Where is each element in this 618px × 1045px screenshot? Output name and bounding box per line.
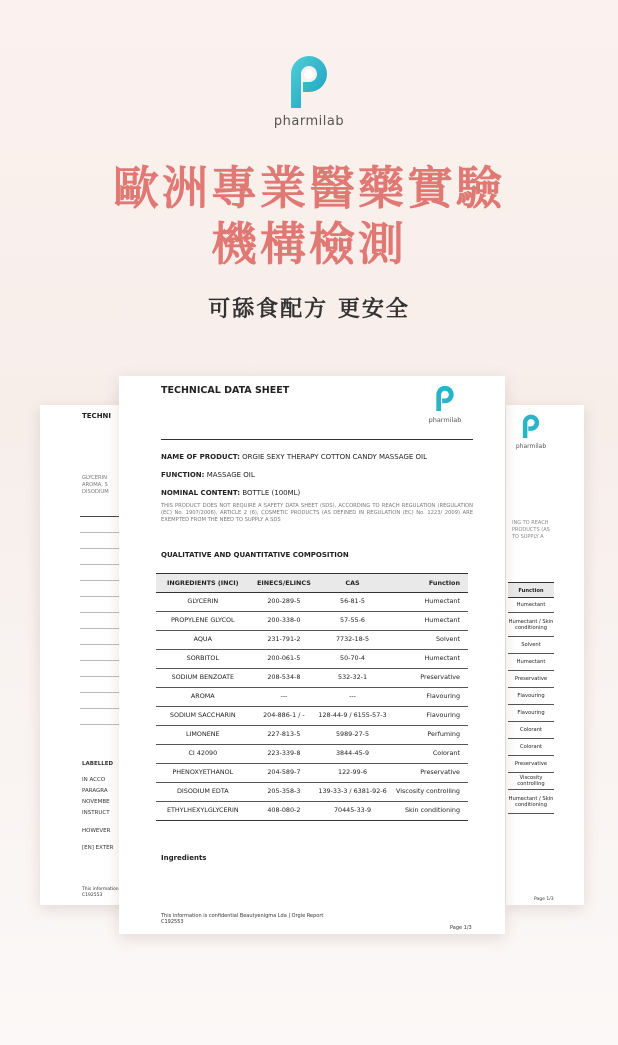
cas-cell: 50-70-4: [318, 650, 387, 669]
right-sheet-text-line: PRODUCTS (AS: [512, 527, 550, 533]
function-cell: Preservative: [387, 764, 468, 783]
left-sheet-footer-code: C192553: [82, 892, 103, 898]
right-sheet-function-cell: Viscosity controlling: [508, 773, 554, 790]
einecs-cell: 223-339-8: [250, 745, 319, 764]
nominal-content-field: [161, 489, 300, 497]
ingredient-cell: DISODIUM EDTA: [156, 783, 250, 802]
left-sheet-line: [EN] EXTER: [82, 845, 114, 851]
right-sheet-function-cell: Colorant: [508, 722, 554, 739]
right-sheet-function-cell: Humectant: [508, 598, 554, 613]
left-sheet-line: HOWEVER: [82, 828, 111, 834]
document-footer: [161, 913, 323, 925]
ingredient-cell: ETHYLHEXYLGLYCERIN: [156, 802, 250, 821]
subheadline: 可舔食配方 更安全: [208, 297, 410, 322]
ingredient-cell: LIMONENE: [156, 726, 250, 745]
column-header: CAS: [318, 574, 387, 593]
table-row: [156, 650, 468, 669]
ingredient-cell: PHENOXYETHANOL: [156, 764, 250, 783]
ingredient-cell: GLYCERIN: [156, 593, 250, 612]
cas-cell: 57-55-6: [318, 612, 387, 631]
function-cell: Preservative: [387, 669, 468, 688]
right-sheet-logo: [511, 411, 551, 450]
footer-confidential-note: This information is confidential Beautyenigma Lda | Orgie Report: [161, 913, 324, 919]
footer-report-code: C192553: [161, 919, 184, 925]
product-name-label: NAME OF PRODUCT:: [161, 453, 240, 461]
einecs-cell: 205-358-3: [250, 783, 319, 802]
right-sheet-function-cell: Humectant / Skin conditioning: [508, 613, 554, 637]
left-sheet-text: GLYCERIN: [82, 475, 108, 481]
right-sheet-function-column: [508, 582, 554, 814]
table-row: [156, 593, 468, 612]
pharmilab-logo-icon: [518, 411, 544, 439]
table-row: [156, 707, 468, 726]
function-cell: Colorant: [387, 745, 468, 764]
right-sheet-function-cell: Flavouring: [508, 688, 554, 705]
document-logo: [425, 382, 465, 424]
left-sheet-line: PARAGRA: [82, 788, 108, 794]
einecs-cell: 204-589-7: [250, 764, 319, 783]
main-document-sheet: [119, 376, 505, 934]
right-sheet-function-cell: Colorant: [508, 739, 554, 756]
headline-line-1: 歐洲專業醫藥實驗: [113, 161, 505, 215]
cas-cell: 56-81-5: [318, 593, 387, 612]
cas-cell: 139-33-3 / 6381-92-6: [318, 783, 387, 802]
table-row: [156, 783, 468, 802]
ingredient-cell: AQUA: [156, 631, 250, 650]
ingredient-cell: AROMA: [156, 688, 250, 707]
right-sheet-function-cell: Humectant: [508, 654, 554, 671]
function-value: MASSAGE OIL: [206, 471, 255, 479]
right-sheet-function-cell: Humectant / Skin conditioning: [508, 790, 554, 814]
einecs-cell: 208-534-8: [250, 669, 319, 688]
column-header: EINECS/ELINCS: [250, 574, 319, 593]
right-sheet-function-cell: Solvent: [508, 637, 554, 654]
cas-cell: 5989-27-5: [318, 726, 387, 745]
brand-logo: [0, 48, 618, 129]
composition-table: [156, 573, 468, 821]
table-row: [156, 669, 468, 688]
right-sheet-function-cell: Flavouring: [508, 705, 554, 722]
cas-cell: 122-99-6: [318, 764, 387, 783]
ingredient-cell: PROPYLENE GLYCOL: [156, 612, 250, 631]
table-row: [156, 612, 468, 631]
cas-cell: 128-44-9 / 6155-57-3: [318, 707, 387, 726]
page-number: Page 1/3: [450, 925, 472, 931]
column-header: INGREDIENTS (INCI): [156, 574, 250, 593]
left-sheet-footer: [82, 887, 119, 898]
product-name-field: [161, 453, 427, 461]
function-cell: Solvent: [387, 631, 468, 650]
einecs-cell: ---: [250, 688, 319, 707]
einecs-cell: 408-080-2: [250, 802, 319, 821]
right-sheet-text-line: ING TO REACH: [512, 520, 549, 526]
headline: [0, 160, 618, 272]
table-row: [156, 688, 468, 707]
einecs-cell: 200-061-5: [250, 650, 319, 669]
ingredient-cell: SODIUM SACCHARIN: [156, 707, 250, 726]
left-sheet-title: TECHNI: [82, 412, 112, 420]
cas-cell: ---: [318, 688, 387, 707]
pharmilab-logo-icon: [431, 382, 459, 412]
headline-line-2: 機構檢測: [211, 217, 407, 271]
right-sheet-text: [512, 520, 550, 541]
left-sheet-text: AROMA, S: [82, 482, 108, 488]
cas-cell: 70445-33-9: [318, 802, 387, 821]
table-row: [156, 764, 468, 783]
function-cell: Humectant: [387, 612, 468, 631]
right-sheet-function-cell: Preservative: [508, 671, 554, 688]
right-sheet-text-line: TO SUPPLY A: [512, 534, 544, 540]
column-header: Function: [387, 574, 468, 593]
function-cell: Flavouring: [387, 688, 468, 707]
sds-disclaimer: THIS PRODUCT DOES NOT REQUIRE A SAFETY DATA SHEET (SDS), ACCORDING TO REACH REGULATION (REGULATION (EC) No. 1907/2006), ARTICLE 2 (6), COSMETIC PRODUCTS (AS DEFINED IN REGULATION (EC) No. 1223/ 2009) ARE EXEMPTED FROM THE NEED TO SUPPLY A SDS: [161, 503, 473, 523]
einecs-cell: 200-338-0: [250, 612, 319, 631]
right-document-sheet: [506, 405, 584, 905]
right-sheet-brand: pharmilab: [515, 443, 547, 450]
product-name-value: ORGIE SEXY THERAPY COTTON CANDY MASSAGE OIL: [242, 453, 428, 461]
ingredient-cell: CI 42090: [156, 745, 250, 764]
nominal-content-label: NOMINAL CONTENT:: [161, 489, 241, 497]
left-sheet-line: IN ACCO: [82, 777, 106, 783]
composition-table-body: [156, 593, 468, 821]
pharmilab-logo-icon: [281, 48, 337, 110]
ingredient-cell: SORBITOL: [156, 650, 250, 669]
einecs-cell: 231-791-2: [250, 631, 319, 650]
left-sheet-label: LABELLED: [82, 761, 114, 767]
function-cell: Humectant: [387, 593, 468, 612]
document-brand: pharmilab: [428, 416, 462, 424]
einecs-cell: 204-886-1 / -: [250, 707, 319, 726]
table-row: [156, 745, 468, 764]
left-sheet-footer-note: This information: [82, 887, 119, 892]
einecs-cell: 200-289-5: [250, 593, 319, 612]
composition-title: QUALITATIVE AND QUANTITATIVE COMPOSITION: [161, 551, 349, 559]
document-title: TECHNICAL DATA SHEET: [161, 385, 290, 396]
table-row: [156, 631, 468, 650]
function-field: [161, 471, 255, 479]
function-cell: Flavouring: [387, 707, 468, 726]
table-row: [156, 726, 468, 745]
cas-cell: 7732-18-5: [318, 631, 387, 650]
function-cell: Humectant: [387, 650, 468, 669]
right-sheet-page-number: Page 1/3: [534, 897, 554, 902]
ingredients-heading: Ingredients: [161, 854, 207, 862]
left-sheet-line: NOVEMBE: [82, 799, 110, 805]
einecs-cell: 227-813-5: [250, 726, 319, 745]
brand-name: pharmilab: [273, 114, 345, 129]
table-row: [156, 802, 468, 821]
nominal-content-value: BOTTLE (100ML): [242, 489, 301, 497]
right-sheet-function-cell: Preservative: [508, 756, 554, 773]
function-cell: Skin conditioning: [387, 802, 468, 821]
table-header-row: [156, 574, 468, 593]
function-cell: Viscosity controlling: [387, 783, 468, 802]
cas-cell: 3844-45-9: [318, 745, 387, 764]
ingredient-cell: SODIUM BENZOATE: [156, 669, 250, 688]
function-label: FUNCTION:: [161, 471, 205, 479]
right-sheet-function-header: Function: [508, 582, 554, 598]
left-sheet-line: INSTRUCT: [82, 810, 110, 816]
cas-cell: 532-32-1: [318, 669, 387, 688]
left-sheet-text: DISODIUM: [82, 489, 109, 495]
header-divider: [161, 439, 473, 440]
function-cell: Perfuming: [387, 726, 468, 745]
